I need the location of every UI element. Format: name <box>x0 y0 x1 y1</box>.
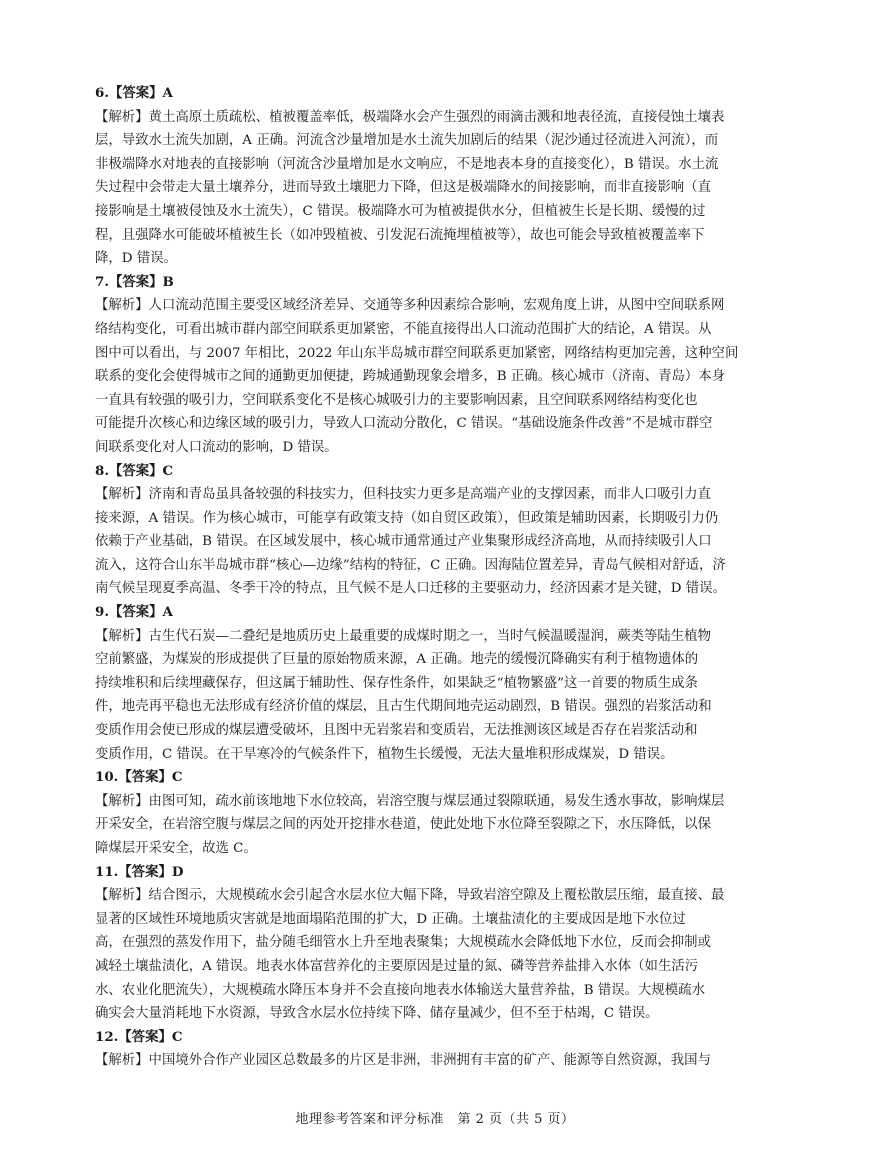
analysis-line: 接来源，A 错误。作为核心城市，可能享有政策支持（如自贸区政策），但政策是辅助因素，长期吸引力仍 <box>95 510 719 526</box>
analysis <box>95 1049 795 1073</box>
analysis-line: 开采安全，在岩溶空腹与煤层之间的丙处开挖排水巷道，使此处地下水位降至裂隙之下，水压降低，以保 <box>95 817 711 833</box>
analysis-line: 联系的变化会使得城市之间的通勤更加便捷，跨城通勤现象会增多，B 正确。核心城市（济南、青岛）本身 <box>95 369 726 385</box>
question-7 <box>95 271 795 460</box>
answer-line: 8.【答案】C <box>95 462 174 479</box>
analysis-line: 减轻土壤盐渍化，A 错误。地表水体富营养化的主要原因是过量的氮、磷等营养盐排入水体（如生活污 <box>95 958 699 974</box>
answer-line: 12.【答案】C <box>95 1028 183 1045</box>
question-11 <box>95 861 795 1026</box>
answer-line: 9.【答案】A <box>95 604 173 621</box>
analysis-line: 一直具有较强的吸引力，空间联系变化不是核心城吸引力的主要影响因素，且空间联系网络结构变化也 <box>95 392 698 408</box>
analysis-line: 流入，这符合山东半岛城市群“核心—边缘”结构的特征，C 正确。因海陆位置差异，青岛气候相对舒适，济 <box>95 557 726 573</box>
analysis-line: 【解析】由图可知，疏水前该地地下水位较高，岩溶空腹与煤层通过裂隙联通，易发生透水事故，影响煤层 <box>95 793 725 809</box>
analysis-line: 变质作用会使已形成的煤层遭受破坏，且图中无岩浆岩和变质岩，无法推测该区域是否存在岩浆活动和 <box>95 723 698 739</box>
answer-line: 10.【答案】C <box>95 769 183 786</box>
answer-line: 11.【答案】D <box>95 863 184 880</box>
analysis-line: 高，在强烈的蒸发作用下，盐分随毛细管水上升至地表聚集；大规模疏水会降低地下水位，反而会抑制或 <box>95 935 711 951</box>
analysis-line: 水、农业化肥流失），大规模疏水降压本身并不会直接向地表水体输送大量营养盐，B 错误。大规模疏水 <box>95 982 705 998</box>
analysis-line: 确实会大量消耗地下水资源，导致含水层水位持续下降、储存量减少，但不至于枯竭，C 错误。 <box>95 1006 659 1022</box>
analysis-line: 图中可以看出，与 2007 年相比，2022 年山东半岛城市群空间联系更加紧密，网络结构更加完善，这种空间 <box>95 345 739 361</box>
analysis-line: 件，地壳再平稳也无法形成有经济价值的煤层，且古生代期间地壳运动剧烈，B 错误。强烈的岩浆活动和 <box>95 699 712 715</box>
analysis-line: 可能提升次核心和边缘区域的吸引力，导致人口流动分散化，C 错误。“基础设施条件改善”不是城市群空 <box>95 416 713 432</box>
analysis-line: 显著的区域性环境地质灾害就是地面塌陷范围的扩大，D 正确。土壤盐渍化的主要成因是地下水位过 <box>95 911 686 927</box>
analysis-line: 障煤层开采安全，故选 C。 <box>95 841 257 856</box>
analysis-line: 【解析】结合图示，大规模疏水会引起含水层水位大幅下降，导致岩溶空隙及上覆松散层压缩，最直接、最 <box>95 888 725 904</box>
question-12 <box>95 1026 795 1073</box>
analysis-line: 变质作用，C 错误。在干旱寒冷的气候条件下，植物生长缓慢，无法大量堆积形成煤炭，D 错误。 <box>95 746 674 762</box>
analysis-line: 【解析】中国境外合作产业园区总数最多的片区是非洲，非洲拥有丰富的矿产、能源等自然资源，我国与 <box>95 1053 711 1069</box>
analysis-line: 【解析】黄土高原土质疏松、植被覆盖率低，极端降水会产生强烈的雨滴击溅和地表径流，直接侵蚀土壤表 <box>95 109 725 125</box>
analysis-line: 降，D 错误。 <box>95 251 177 267</box>
answer-document <box>95 82 795 1073</box>
analysis <box>95 790 795 861</box>
answer-line: 6.【答案】A <box>95 85 173 101</box>
question-9 <box>95 601 795 766</box>
analysis <box>95 625 795 767</box>
analysis-line: 失过程中会带走大量土壤养分，进而导致土壤肥力下降，但这是极端降水的间接影响，而非直接影响（直 <box>95 180 711 196</box>
analysis-line: 【解析】古生代石炭—二叠纪是地质历史上最重要的成煤时期之一，当时气候温暖湿润，蕨类等陆生植物 <box>95 628 711 644</box>
analysis-line: 南气候呈现夏季高温、冬季干冷的特点，且气候不是人口迁移的主要驱动力，经济因素才是关键，D 错误。 <box>95 581 726 597</box>
analysis-line: 间联系变化对人口流动的影响，D 错误。 <box>95 439 338 455</box>
analysis-line: 【解析】人口流动范围主要受区域经济差异、交通等多种因素综合影响，宏观角度上讲，从图中空间联系网 <box>95 298 725 314</box>
page-footer: 地理参考答案和评分标准 第 2 页（共 5 页） <box>295 1112 575 1127</box>
analysis-line: 非极端降水对地表的直接影响（河流含沙量增加是水文响应，不是地表本身的直接变化），B 错误。水土流 <box>95 156 719 172</box>
question-10 <box>95 766 795 860</box>
question-8 <box>95 460 795 602</box>
question-6 <box>95 82 795 271</box>
analysis-line: 程，且强降水可能破坏植被生长（如冲毁植被、引发泥石流掩埋植被等），故也可能会导致植被覆盖率下 <box>95 227 705 243</box>
analysis-line: 持续堆积和后续埋藏保存，但这属于辅助性、保存性条件，如果缺乏“植物繁盛”这一首要的物质生成条 <box>95 675 698 691</box>
analysis <box>95 106 795 271</box>
analysis-line: 接影响是土壤被侵蚀及水土流失），C 错误。极端降水可为植被提供水分，但植被生长是长期、缓慢的过 <box>95 203 706 219</box>
answer-line: 7.【答案】B <box>95 273 174 290</box>
analysis-line: 络结构变化，可看出城市群内部空间联系更加紧密，不能直接得出人口流动范围扩大的结论，A 错误。从 <box>95 321 712 337</box>
analysis-line: 【解析】济南和青岛虽具备较强的科技实力，但科技实力更多是高端产业的支撑因素，而非人口吸引力直 <box>95 487 711 503</box>
analysis-line: 依赖于产业基础，B 错误。在区域发展中，核心城市通常通过产业集聚形成经济高地，从而持续吸引人口 <box>95 534 712 550</box>
analysis <box>95 884 795 1026</box>
analysis-line: 层，导致水土流失加剧，A 正确。河流含沙量增加是水土流失加剧后的结果（泥沙通过径流进入河流），而 <box>95 133 719 149</box>
analysis-line: 空前繁盛，为煤炭的形成提供了巨量的原始物质来源，A 正确。地壳的缓慢沉降确实有利于植物遗体的 <box>95 652 699 668</box>
analysis <box>95 483 795 601</box>
analysis <box>95 294 795 459</box>
